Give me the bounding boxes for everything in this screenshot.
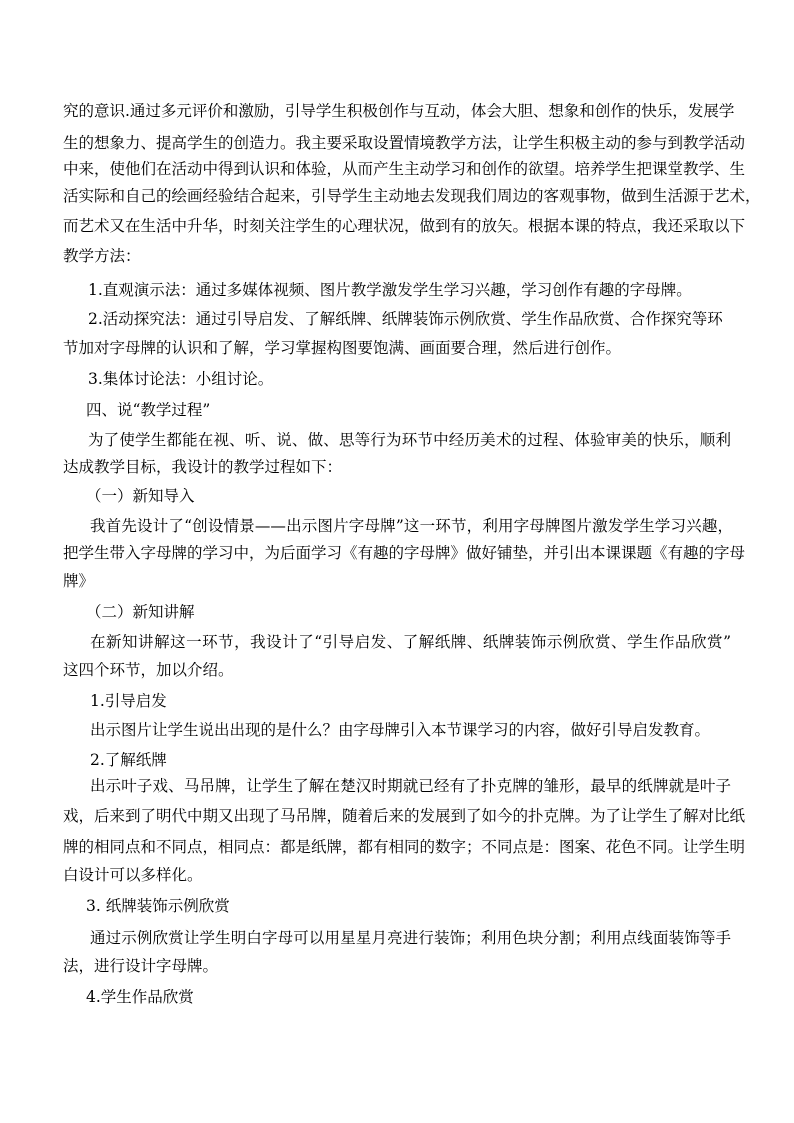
section-heading: 四、说“教学过程” [86, 401, 211, 419]
list-item-continuation: 节加对字母牌的认识和了解，学习掌握构图要饱满、画面要合理，然后进行创作。 [63, 339, 622, 357]
subsection-heading: （一）新知导入 [86, 487, 195, 505]
list-item: 2.活动探究法：通过引导启发、了解纸牌、纸牌装饰示例欣赏、学生作品欣赏、合作探究等环 [88, 310, 723, 328]
paragraph-line: 白设计可以多样化。 [63, 866, 203, 884]
paragraph-line: 在新知讲解这一环节，我设计了“引导启发、了解纸牌、纸牌装饰示例欣赏、学生作品欣赏” [90, 633, 731, 651]
paragraph-line: 戏，后来到了明代中期又出现了马吊牌，随着后来的发展到了如今的扑克牌。为了让学生了解对比纸 [63, 807, 746, 825]
paragraph-line: 究的意识.通过多元评价和激励，引导学生积极创作与互动，体会大胆、想象和创作的快乐，发展学 [63, 102, 735, 120]
subsection-heading: （二）新知讲解 [86, 603, 195, 621]
paragraph-line: 教学方法： [63, 247, 141, 265]
paragraph-line: 出示图片让学生说出出现的是什么？由字母牌引入本节课学习的内容，做好引导启发教育。 [90, 721, 711, 739]
paragraph-line: 生的想象力、提高学生的创造力。我主要采取设置情境教学方法，让学生积极主动的参与到教学活动 [63, 134, 746, 152]
item-heading: 4.学生作品欣赏 [86, 988, 194, 1006]
paragraph-line: 牌》 [63, 572, 95, 590]
paragraph-line: 出示叶子戏、马吊牌，让学生了解在楚汉时期就已经有了扑克牌的雏形，最早的纸牌就是叶子 [90, 777, 731, 795]
paragraph-line: 这四个环节，加以介绍。 [63, 661, 234, 679]
item-heading: 3. 纸牌装饰示例欣赏 [86, 897, 230, 915]
paragraph-line: 为了使学生都能在视、听、说、做、思等行为环节中经历美术的过程、体验审美的快乐，顺利 [88, 431, 731, 449]
paragraph-line: 中来，使他们在活动中得到认识和体验，从而产生主动学习和创作的欲望。培养学生把课堂教学、生 [63, 160, 746, 178]
paragraph-line: 牌的相同点和不同点，相同点：都是纸牌，都有相同的数字；不同点是：图案、花色不同。让学生明 [63, 838, 746, 856]
paragraph-line: 我首先设计了“创设情景——出示图片字母牌”这一环节，利用字母牌图片激发学生学习兴趣， [90, 517, 733, 535]
paragraph-line: 把学生带入字母牌的学习中，为后面学习《有趣的字母牌》做好铺垫，并引出本课课题《有趣的字母 [63, 544, 746, 562]
paragraph-line: 活实际和自己的绘画经验结合起来，引导学生主动地去发现我们周边的客观事物，做到生活源于艺术， [63, 187, 761, 205]
list-item: 1.直观演示法：通过多媒体视频、图片教学激发学生学习兴趣，学习创作有趣的字母牌。 [88, 281, 692, 299]
paragraph-line: 通过示例欣赏让学生明白字母可以用星星月亮进行装饰；利用色块分割；利用点线面装饰等手 [90, 929, 731, 947]
item-heading: 1.引导启发 [90, 692, 167, 710]
paragraph-line: 而艺术又在生活中升华，时刻关注学生的心理状况，做到有的放矢。根据本课的特点，我还采取以下 [63, 217, 746, 235]
paragraph-line: 法，进行设计字母牌。 [63, 957, 219, 975]
paragraph-line: 达成教学目标，我设计的教学过程如下： [63, 458, 343, 476]
item-heading: 2.了解纸牌 [90, 751, 167, 769]
list-item: 3.集体讨论法：小组讨论。 [88, 370, 274, 388]
